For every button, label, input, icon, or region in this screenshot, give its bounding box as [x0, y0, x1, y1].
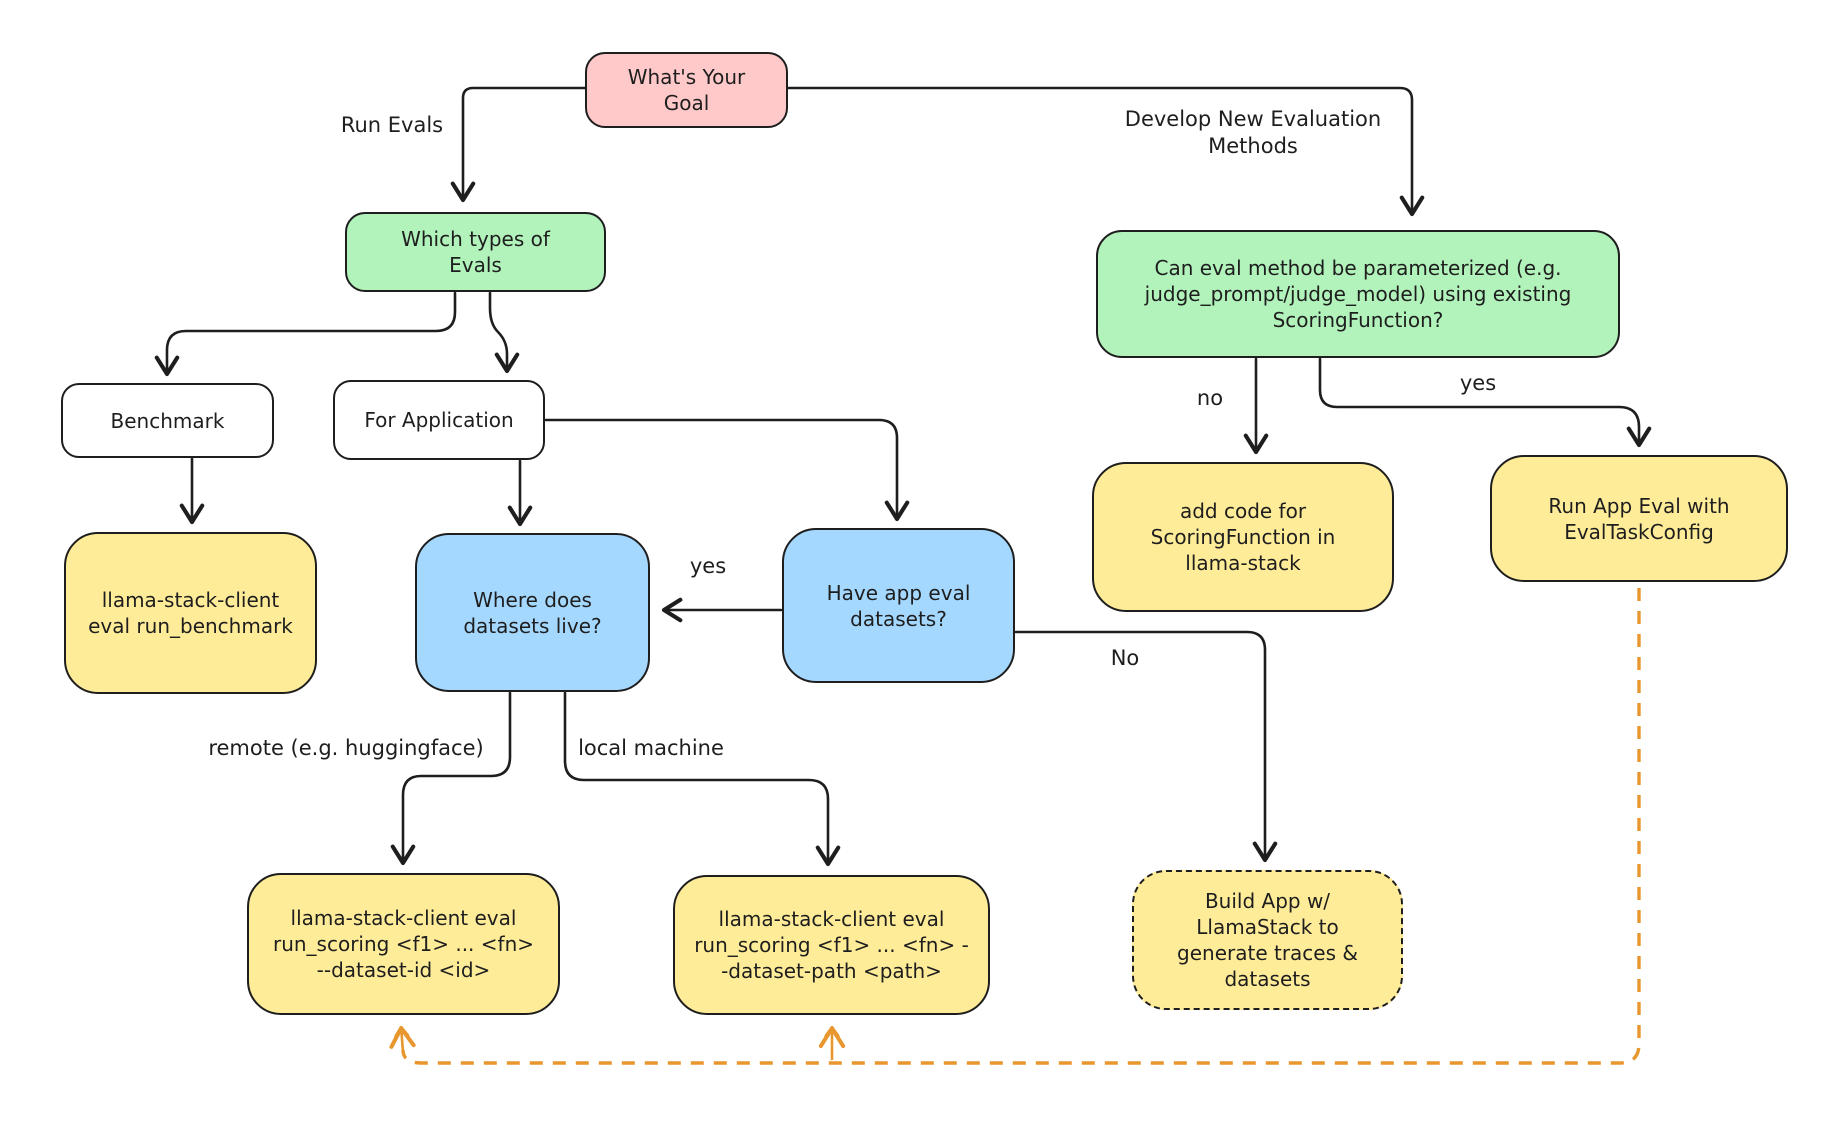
node-param-question: Can eval method be parameterized (e.g. judge_prompt/judge_model) using existing ScoringFunction? — [1096, 230, 1620, 358]
edge-forapp-to-have — [546, 420, 897, 519]
edge-label-run-evals: Run Evals — [340, 113, 444, 137]
node-run-benchmark-command: llama-stack-client eval run_benchmark — [64, 532, 317, 694]
node-run-scoring-dataset-path: llama-stack-client eval run_scoring <f1> ... <fn> --dataset-path <path> — [673, 875, 990, 1015]
node-run-app-eval-evaltaskconfig: Run App Eval with EvalTaskConfig — [1490, 455, 1788, 582]
edge-label-local-machine: local machine — [578, 736, 724, 760]
node-whats-your-goal: What's Your Goal — [585, 52, 788, 128]
edge-where-to-scoring-local — [565, 693, 828, 864]
node-add-code-scoringfunction: add code for ScoringFunction in llama-stack — [1092, 462, 1394, 612]
edge-where-to-scoring-remote — [403, 693, 510, 863]
edge-label-yes-have-datasets: yes — [689, 554, 727, 578]
node-where-datasets-live: Where does datasets live? — [415, 533, 650, 692]
edge-label-remote-huggingface: remote (e.g. huggingface) — [208, 736, 484, 760]
edge-goal-to-types — [463, 88, 585, 200]
node-for-application: For Application — [333, 380, 545, 460]
edge-label-no-have-datasets: No — [1110, 646, 1140, 670]
edge-types-to-forapp — [490, 293, 507, 371]
node-run-scoring-dataset-id: llama-stack-client eval run_scoring <f1> ... <fn> --dataset-id <id> — [247, 873, 560, 1015]
edge-feedback-arrow-remote — [401, 1026, 403, 1052]
node-benchmark: Benchmark — [61, 383, 274, 458]
edge-label-yes-param: yes — [1459, 371, 1497, 395]
edge-types-to-benchmark — [167, 293, 455, 374]
edge-label-no-param: no — [1196, 386, 1224, 410]
node-have-app-eval-datasets: Have app eval datasets? — [782, 528, 1015, 683]
node-which-types-of-evals: Which types of Evals — [345, 212, 606, 292]
edge-label-develop-new-evaluation-methods: Develop New Evaluation Methods — [1124, 107, 1388, 158]
node-build-app-llamastack: Build App w/ LlamaStack to generate traces & datasets — [1132, 870, 1403, 1010]
